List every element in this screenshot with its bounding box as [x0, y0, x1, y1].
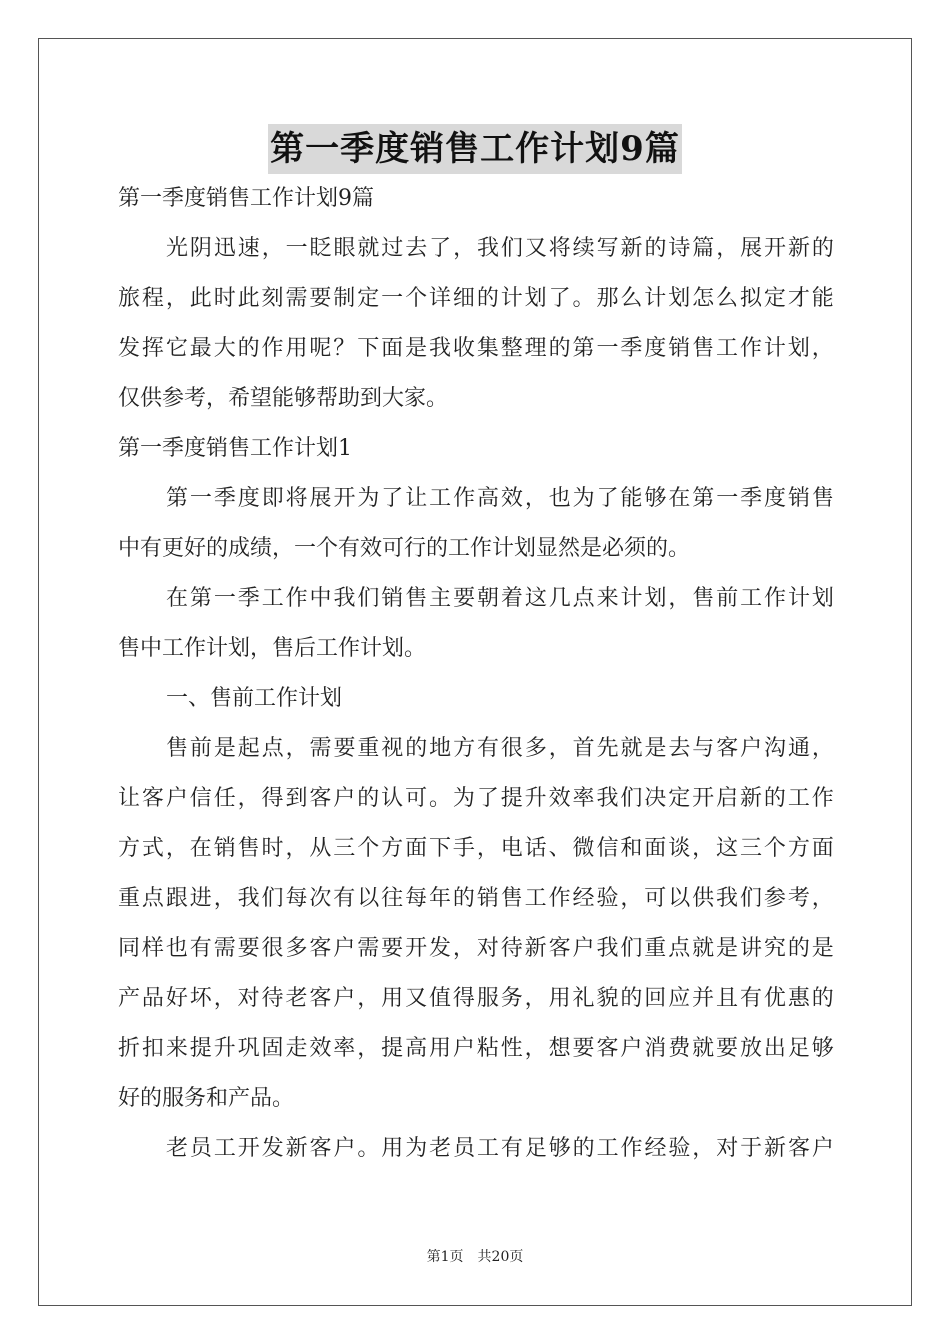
text-line: 重 点 跟 进 ， 我 们 每 次 有 以 往 每 年 的 销 售 工 作 经 验 ， 可 以 供 我 们 参 考 ， — [118, 886, 834, 911]
text-line: 折 扣 来 提 升 巩 固 走 效 率 ， 提 高 用 户 粘 性 ， 想 要 客 户 消 费 就 要 放 出 足 够 — [118, 1036, 834, 1061]
text-line: 发 挥 它 最 大 的 作 用 呢 ？ 下 面 是 我 收 集 整 理 的 第 一 季 度 销 售 工 作 计 划 ， — [118, 336, 834, 361]
text-line: 老 员 工 开 发 新 客 户 。 用 为 老 员 工 有 足 够 的 工 作 经 验 ， 对 于 新 客 户 — [166, 1136, 834, 1161]
text-line: 产 品 好 坏 ， 对 待 老 客 户 ， 用 又 值 得 服 务 ， 用 礼 貌 的 回 应 并 且 有 优 惠 的 — [118, 986, 834, 1011]
page-footer: 第1页 共20页 — [426, 1249, 524, 1265]
text-line: 让 客 户 信 任 ， 得 到 客 户 的 认 可 。 为 了 提 升 效 率 我 们 决 定 开 启 新 的 工 作 — [118, 786, 834, 811]
text-line: 方 式 ， 在 销 售 时 ， 从 三 个 方 面 下 手 ， 电 话 、 微 信 和 面 谈 ， 这 三 个 方 面 — [118, 836, 834, 861]
text-line: 第 一 季 度 即 将 展 开 为 了 让 工 作 高 效 ， 也 为 了 能 够 在 第 一 季 度 销 售 — [166, 486, 834, 511]
document-title: 第一季度销售工作计划9篇 — [268, 124, 682, 174]
text-line: 第一季度销售工作计划1 — [118, 436, 352, 461]
text-line: 仅供参考，希望能够帮助到大家。 — [118, 386, 449, 411]
text-line: 光 阴 迅 速 ， 一 眨 眼 就 过 去 了 ， 我 们 又 将 续 写 新 的 诗 篇 ， 展 开 新 的 — [166, 236, 834, 261]
text-line: 在 第 一 季 工 作 中 我 们 销 售 主 要 朝 着 这 几 点 来 计 划 ， 售 前 工 作 计 划 — [166, 586, 834, 611]
text-line: 好的服务和产品。 — [118, 1086, 295, 1111]
page-border — [38, 38, 912, 1306]
text-line: 中有更好的成绩，一个有效可行的工作计划显然是必须的。 — [118, 536, 691, 561]
text-line: 第一季度销售工作计划9篇 — [118, 186, 374, 211]
text-line: 旅 程 ， 此 时 此 刻 需 要 制 定 一 个 详 细 的 计 划 了 。 那 么 计 划 怎 么 拟 定 才 能 — [118, 286, 834, 311]
text-line: 同 样 也 有 需 要 很 多 客 户 需 要 开 发 ， 对 待 新 客 户 我 们 重 点 就 是 讲 究 的 是 — [118, 936, 834, 961]
text-line: 售中工作计划，售后工作计划。 — [118, 636, 427, 661]
text-line: 售 前 是 起 点 ， 需 要 重 视 的 地 方 有 很 多 ， 首 先 就 是 去 与 客 户 沟 通 ， — [166, 736, 834, 761]
title-wrap — [0, 124, 950, 174]
text-line: 一、售前工作计划 — [166, 686, 343, 711]
